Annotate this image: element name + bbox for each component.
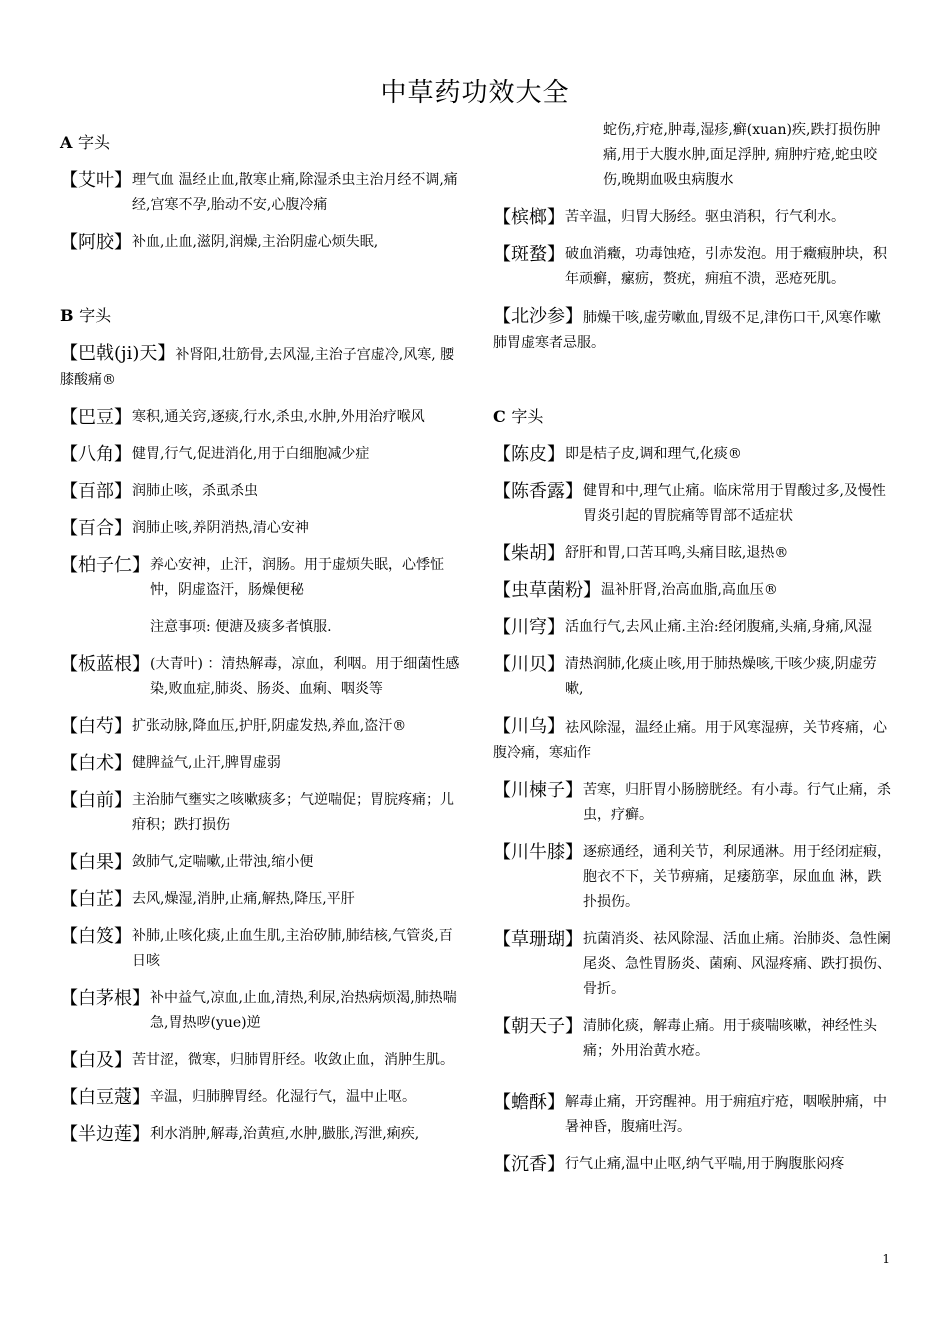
entry-term: 【白术】 bbox=[60, 753, 132, 774]
entry-baidoukou bbox=[60, 1085, 460, 1110]
entry-chaihu bbox=[493, 541, 893, 566]
entry-definition: 苦寒，归肝胃小肠膀胱经。有小毒。行气止痛，杀虫，疗癣。 bbox=[583, 782, 891, 823]
entry-chuanbei bbox=[493, 652, 893, 702]
entry-definition: 扩张动脉,降血压,护肝,阴虚发热,养血,盗汗® bbox=[132, 718, 407, 734]
entry-definition: 利水消肿,解毒,治黄疸,水肿,臌胀,泻泄,痢疾, bbox=[150, 1126, 420, 1142]
entry-definition: 苦甘涩，微寒，归肺胃肝经。收敛止血，消肿生肌。 bbox=[132, 1052, 454, 1068]
entry-definition: 破血消癥，功毒蚀疮，引赤发泡。用于癥瘕肿块，积年顽癣，瘰疬，赘疣，痈疽不溃，恶疮死肌。 bbox=[565, 246, 887, 287]
entry-chuanlianzi bbox=[493, 778, 893, 828]
entry-chuanqiong bbox=[493, 615, 893, 640]
entry-term: 【斑蝥】 bbox=[493, 244, 565, 265]
entry-chenxiang bbox=[493, 1152, 893, 1177]
entry-definition: 解毒止痛，开窍醒神。用于痈疽疔疮，咽喉肿痛，中暑神昏，腹痛吐泻。 bbox=[565, 1094, 887, 1135]
entry-ejiao bbox=[60, 230, 460, 255]
entry-term: 【川楝子】 bbox=[493, 780, 583, 801]
entry-definition: 健胃和中,理气止痛。临床常用于胃酸过多,及慢性胃炎引起的胃脘痛等胃部不适症状 bbox=[583, 483, 886, 524]
entry-definition: 润肺止咳，杀虱杀虫 bbox=[132, 483, 258, 499]
entry-definition: 温补肝肾,治高血脂,高血压® bbox=[601, 582, 778, 598]
entry-term: 【北沙参】 bbox=[493, 306, 583, 327]
entry-definition: 健脾益气,止汗,脾胃虚弱 bbox=[132, 755, 281, 771]
entry-badou bbox=[60, 405, 460, 430]
entry-definition: 逐瘀通经，通利关节，利尿通淋。用于经闭症瘕，胞衣不下，关节痹痛，足痿筋挛，尿血血 淋，跌扑损伤。 bbox=[583, 844, 891, 910]
entry-banmao bbox=[493, 242, 893, 292]
entry-definition: 行气止痛,温中止呕,纳气平喘,用于胸腹胀闷疼 bbox=[565, 1156, 845, 1172]
entry-term: 【阿胶】 bbox=[60, 232, 132, 253]
entry-definition: 肺燥干咳,虚劳嗽血,胃级不足,津伤口干,风寒作嗽肺胃虚寒者忌服。 bbox=[493, 310, 881, 351]
section-b-heading: B 字头 bbox=[60, 306, 112, 325]
entry-term: 【白及】 bbox=[60, 1050, 132, 1071]
entry-term: 【蟾酥】 bbox=[493, 1092, 565, 1113]
entry-term: 【陈香露】 bbox=[493, 481, 583, 502]
entry-term: 【川牛膝】 bbox=[493, 842, 583, 863]
entry-baiji-b bbox=[60, 1048, 460, 1073]
entry-term: 【板蓝根】 bbox=[60, 654, 150, 675]
entry-term: 【百合】 bbox=[60, 518, 132, 539]
entry-definition: 补肾阳,壮筋骨,去风湿,主治子宫虚冷,风寒, 腰膝酸痛® bbox=[60, 347, 455, 388]
entry-term: 【白茅根】 bbox=[60, 988, 150, 1009]
entry-beishashen bbox=[493, 304, 893, 356]
section-a-heading: A 字头 bbox=[60, 133, 111, 152]
entry-definition: 辛温，归肺脾胃经。化湿行气，温中止呕。 bbox=[150, 1089, 416, 1105]
entry-term: 【柏子仁】 bbox=[60, 555, 150, 576]
entry-definition: 补肺,止咳化痰,止血生肌,主治矽肺,肺结核,气管炎,百日咳 bbox=[132, 928, 453, 969]
entry-definition: 活血行气,去风止痛.主治:经闭腹痛,头痛,身痛,风湿 bbox=[565, 619, 872, 635]
entry-definition: 补血,止血,滋阴,润燥,主治阴虚心烦失眠, bbox=[132, 234, 379, 250]
entry-definition: 理气血 温经止血,散寒止痛,除湿杀虫主治月经不调,痛经,宫寒不孕,胎动不安,心腹冷痛 bbox=[132, 172, 458, 213]
entry-term: 【虫草菌粉】 bbox=[493, 580, 601, 601]
entry-bajiao bbox=[60, 442, 460, 467]
entry-definition: 祛风除湿，温经止痛。用于风寒湿痹，关节疼痛，心腹冷痛，寒疝作 bbox=[493, 720, 887, 761]
entry-baimaogen bbox=[60, 986, 460, 1036]
section-c-heading: C 字头 bbox=[493, 407, 544, 426]
entry-term: 【白芷】 bbox=[60, 889, 132, 910]
entry-term: 【巴戟(ji)天】 bbox=[60, 343, 176, 364]
entry-baizhi bbox=[60, 887, 460, 912]
entry-definition: 润肺止咳,养阴消热,清心安神 bbox=[132, 520, 309, 536]
entry-chuanwu bbox=[493, 714, 893, 766]
entry-banbianlian bbox=[60, 1122, 460, 1147]
entry-definition: 清肺化痰，解毒止痛。用于痰喘咳嗽，神经性头痛；外用治黄水疮。 bbox=[583, 1018, 877, 1059]
entry-term: 【川贝】 bbox=[493, 654, 565, 675]
entry-term: 【陈皮】 bbox=[493, 444, 565, 465]
entry-term: 【沉香】 bbox=[493, 1154, 565, 1175]
entry-term: 【半边莲】 bbox=[60, 1124, 150, 1145]
entry-baiji-a bbox=[60, 924, 460, 974]
entry-definition: 养心安神，止汗，润肠。用于虚烦失眠，心悸怔忡，阴虚盗汗，肠燥便秘 bbox=[150, 557, 444, 598]
entry-chansu bbox=[493, 1090, 893, 1140]
entry-definition: 去风,燥湿,消肿,止痛,解热,降压,平肝 bbox=[132, 891, 355, 907]
page-number: 1 bbox=[882, 1252, 890, 1266]
entry-term: 【白笈】 bbox=[60, 926, 132, 947]
entry-term: 【朝天子】 bbox=[493, 1016, 583, 1037]
entry-term: 【白豆蔻】 bbox=[60, 1087, 150, 1108]
entry-bajitian bbox=[60, 341, 460, 393]
entry-term: 【川乌】 bbox=[493, 716, 565, 737]
entry-definition: 即是桔子皮,调和理气,化痰® bbox=[565, 446, 742, 462]
entry-term: 【柴胡】 bbox=[493, 543, 565, 564]
entry-binglang bbox=[493, 205, 893, 230]
right-column bbox=[493, 118, 893, 1189]
entry-term: 【艾叶】 bbox=[60, 170, 132, 191]
entry-baihe bbox=[60, 516, 460, 541]
entry-term: 【槟榔】 bbox=[493, 207, 565, 228]
entry-term: 【川穹】 bbox=[493, 617, 565, 638]
entry-term: 【巴豆】 bbox=[60, 407, 132, 428]
entry-continuation: 蛇伤,疔疮,肿毒,湿疹,癣(xuan)疾,跌打损伤肿痛,用于大腹水肿,面足浮肿, 痈肿疔疮,蛇虫咬伤,晚期血吸虫病腹水 bbox=[603, 122, 881, 188]
entry-term: 【白前】 bbox=[60, 790, 132, 811]
entry-chaotianzi bbox=[493, 1014, 893, 1064]
entry-caoshanhu bbox=[493, 927, 893, 1002]
entry-definition: 健胃,行气,促进消化,用于白细胞减少症 bbox=[132, 446, 370, 462]
entry-chenpi bbox=[493, 442, 893, 467]
note: 注意事项: 便溏及痰多者慎服. bbox=[150, 619, 332, 635]
entry-baiziren bbox=[60, 553, 460, 603]
entry-baibu bbox=[60, 479, 460, 504]
entry-baizhu bbox=[60, 751, 460, 776]
left-column bbox=[60, 130, 460, 1159]
entry-definition: 舒肝和胃,口苦耳鸣,头痛目眩,退热® bbox=[565, 545, 789, 561]
entry-definition: 抗菌消炎、祛风除湿、活血止痛。治肺炎、急性阑尾炎、急性胃肠炎、菌痢、风湿疼痛、跌打损伤、骨折。 bbox=[583, 931, 891, 997]
entry-term: 【白芍】 bbox=[60, 716, 132, 737]
entry-term: 【白果】 bbox=[60, 852, 132, 873]
entry-definition: (大青叶) ：清热解毒，凉血，利咽。用于细菌性感染,败血症,肺炎、肠炎、血痢、咽炎等 bbox=[150, 656, 460, 697]
entry-baiguo bbox=[60, 850, 460, 875]
entry-definition: 寒积,通关窍,逐痰,行水,杀虫,水肿,外用治疗喉风 bbox=[132, 409, 425, 425]
entry-chuanniuxi bbox=[493, 840, 893, 915]
entry-baishao bbox=[60, 714, 460, 739]
entry-term: 【八角】 bbox=[60, 444, 132, 465]
entry-definition: 清热润肺,化痰止咳,用于肺热燥咳,干咳少痰,阴虚劳嗽, bbox=[565, 656, 877, 697]
entry-term: 【百部】 bbox=[60, 481, 132, 502]
page-title: 中草药功效大全 bbox=[380, 78, 570, 108]
entry-definition: 补中益气,凉血,止血,清热,利尿,治热病烦渴,肺热喘急,胃热哕(yue)逆 bbox=[150, 990, 457, 1031]
entry-term: 【草珊瑚】 bbox=[493, 929, 583, 950]
entry-banlangen bbox=[60, 652, 460, 702]
entry-definition: 主治肺气壅实之咳嗽痰多；气逆喘促；胃脘疼痛；儿疳积；跌打损伤 bbox=[132, 792, 454, 833]
entry-chenxianglu bbox=[493, 479, 893, 529]
entry-definition: 敛肺气,定喘嗽,止带浊,缩小便 bbox=[132, 854, 314, 870]
entry-definition: 苦辛温，归胃大肠经。驱虫消积，行气利水。 bbox=[565, 209, 845, 225]
entry-chongcaojunfen bbox=[493, 578, 893, 603]
entry-aiye bbox=[60, 168, 460, 218]
entry-baiqian bbox=[60, 788, 460, 838]
